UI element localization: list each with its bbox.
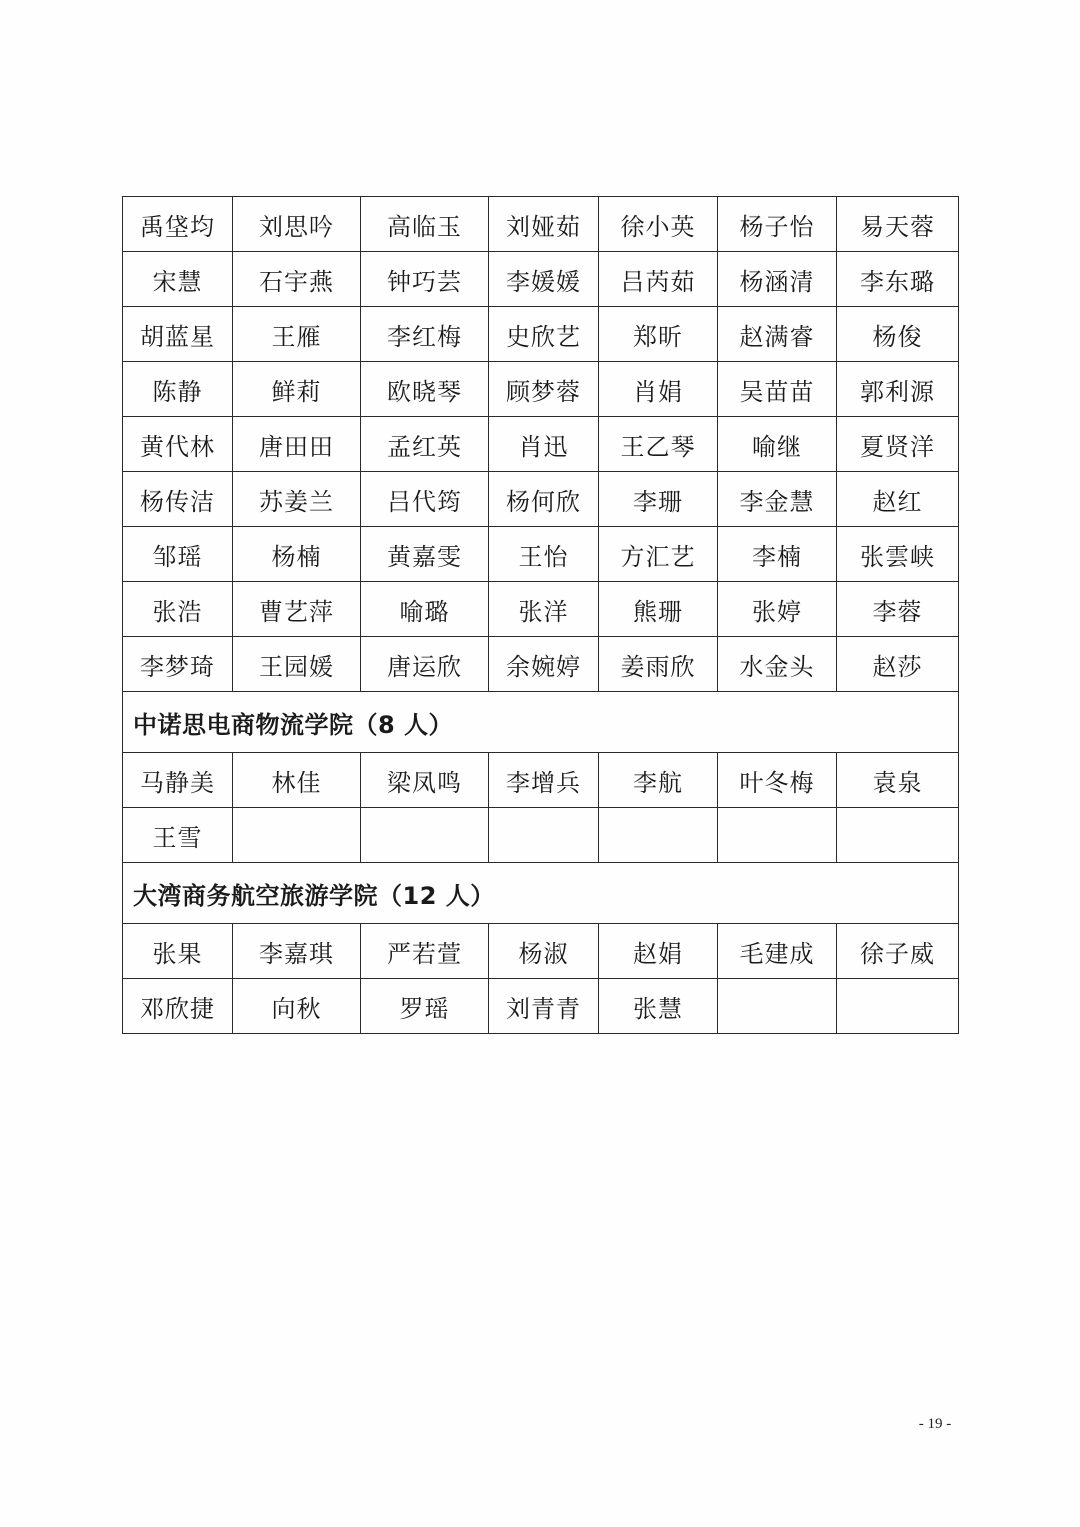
name-cell: 姜雨欣 (599, 637, 718, 692)
name-cell: 杨何欣 (489, 472, 599, 527)
table-row (123, 362, 959, 417)
table-row (123, 753, 959, 808)
name-cell: 刘青青 (489, 979, 599, 1034)
name-cell: 易天蓉 (837, 197, 959, 252)
name-cell: 黄代林 (123, 417, 233, 472)
table-row (123, 527, 959, 582)
name-cell (599, 808, 718, 863)
name-cell: 向秋 (233, 979, 361, 1034)
name-cell: 吕芮茹 (599, 252, 718, 307)
name-cell: 梁凤鸣 (361, 753, 489, 808)
name-cell: 陈静 (123, 362, 233, 417)
name-cell: 高临玉 (361, 197, 489, 252)
table-row (123, 808, 959, 863)
name-cell: 喻璐 (361, 582, 489, 637)
name-cell: 熊珊 (599, 582, 718, 637)
table-row (123, 307, 959, 362)
name-cell: 李增兵 (489, 753, 599, 808)
name-cell: 杨涵清 (718, 252, 837, 307)
table-row (123, 252, 959, 307)
name-cell: 李红梅 (361, 307, 489, 362)
name-cell: 严若萱 (361, 924, 489, 979)
name-cell: 肖迅 (489, 417, 599, 472)
name-cell: 宋慧 (123, 252, 233, 307)
name-cell: 曹艺萍 (233, 582, 361, 637)
name-cell: 邹瑶 (123, 527, 233, 582)
section-title: 大湾商务航空旅游学院（12 人） (123, 863, 959, 924)
name-cell: 李楠 (718, 527, 837, 582)
name-cell: 张慧 (599, 979, 718, 1034)
name-cell: 李嘉琪 (233, 924, 361, 979)
name-cell: 邓欣捷 (123, 979, 233, 1034)
name-cell: 吕代筠 (361, 472, 489, 527)
name-cell: 赵满睿 (718, 307, 837, 362)
section-header-row (123, 863, 959, 924)
name-cell: 王雁 (233, 307, 361, 362)
name-cell: 李东璐 (837, 252, 959, 307)
table-row (123, 979, 959, 1034)
name-cell: 毛建成 (718, 924, 837, 979)
name-cell: 刘思吟 (233, 197, 361, 252)
name-cell: 钟巧芸 (361, 252, 489, 307)
name-cell: 孟红英 (361, 417, 489, 472)
name-cell: 喻继 (718, 417, 837, 472)
section-title: 中诺思电商物流学院（8 人） (123, 692, 959, 753)
name-cell: 张浩 (123, 582, 233, 637)
name-cell: 杨俊 (837, 307, 959, 362)
name-cell: 杨传洁 (123, 472, 233, 527)
name-cell (718, 808, 837, 863)
name-cell: 杨淑 (489, 924, 599, 979)
name-cell: 杨子怡 (718, 197, 837, 252)
name-cell: 张洋 (489, 582, 599, 637)
section-header-row (123, 692, 959, 753)
name-cell (361, 808, 489, 863)
name-cell: 石宇燕 (233, 252, 361, 307)
name-cell: 吴苗苗 (718, 362, 837, 417)
name-cell (837, 979, 959, 1034)
name-cell: 张果 (123, 924, 233, 979)
name-cell: 唐运欣 (361, 637, 489, 692)
name-cell: 张婷 (718, 582, 837, 637)
table-row (123, 197, 959, 252)
name-cell: 叶冬梅 (718, 753, 837, 808)
name-cell: 马静美 (123, 753, 233, 808)
name-cell: 王乙琴 (599, 417, 718, 472)
name-cell: 方汇艺 (599, 527, 718, 582)
name-cell: 赵红 (837, 472, 959, 527)
name-cell (718, 979, 837, 1034)
name-cell (837, 808, 959, 863)
name-roster-table (122, 196, 959, 1034)
name-cell: 李金慧 (718, 472, 837, 527)
name-cell (233, 808, 361, 863)
name-cell: 鲜莉 (233, 362, 361, 417)
table-row (123, 924, 959, 979)
name-cell: 王雪 (123, 808, 233, 863)
name-cell: 刘娅茹 (489, 197, 599, 252)
name-cell: 胡蓝星 (123, 307, 233, 362)
name-cell: 赵娟 (599, 924, 718, 979)
name-cell: 罗瑶 (361, 979, 489, 1034)
name-cell: 唐田田 (233, 417, 361, 472)
name-cell: 王园媛 (233, 637, 361, 692)
name-cell: 杨楠 (233, 527, 361, 582)
table-row (123, 582, 959, 637)
name-cell: 水金头 (718, 637, 837, 692)
name-cell: 李蓉 (837, 582, 959, 637)
name-cell: 史欣艺 (489, 307, 599, 362)
name-cell: 黄嘉雯 (361, 527, 489, 582)
table-row (123, 417, 959, 472)
table-row (123, 637, 959, 692)
name-cell: 李媛媛 (489, 252, 599, 307)
name-cell: 郑昕 (599, 307, 718, 362)
name-cell: 李梦琦 (123, 637, 233, 692)
name-cell: 夏贤洋 (837, 417, 959, 472)
name-cell: 苏姜兰 (233, 472, 361, 527)
table-row (123, 472, 959, 527)
name-cell: 李航 (599, 753, 718, 808)
page-number: - 19 - (918, 1416, 952, 1432)
name-cell: 余婉婷 (489, 637, 599, 692)
name-cell: 徐子威 (837, 924, 959, 979)
name-cell: 张雲峡 (837, 527, 959, 582)
name-cell: 王怡 (489, 527, 599, 582)
name-cell: 肖娟 (599, 362, 718, 417)
name-cell: 袁泉 (837, 753, 959, 808)
name-cell: 禹垡均 (123, 197, 233, 252)
name-cell: 郭利源 (837, 362, 959, 417)
name-cell: 欧晓琴 (361, 362, 489, 417)
name-cell: 顾梦蓉 (489, 362, 599, 417)
name-cell (489, 808, 599, 863)
name-cell: 李珊 (599, 472, 718, 527)
name-cell: 赵莎 (837, 637, 959, 692)
name-cell: 徐小英 (599, 197, 718, 252)
name-cell: 林佳 (233, 753, 361, 808)
